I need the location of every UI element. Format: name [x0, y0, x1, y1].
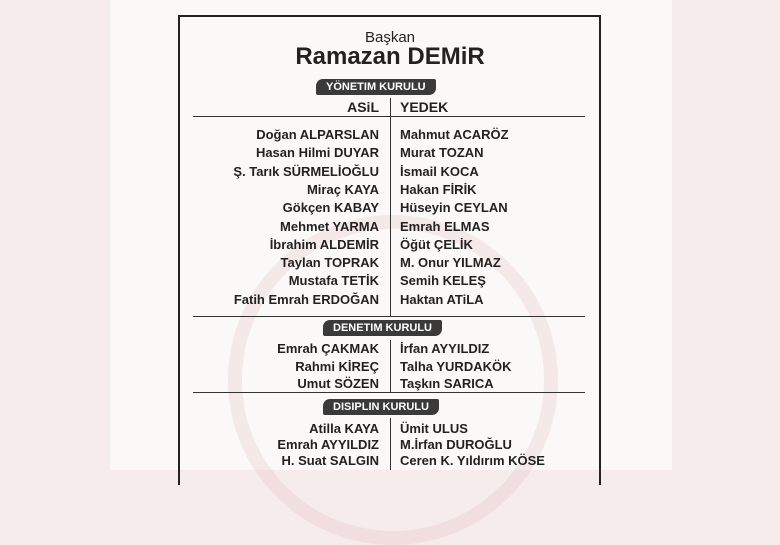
divider [193, 392, 585, 393]
yedek-member-name: M. Onur YILMAZ [400, 255, 501, 271]
asil-member-name: Rahmi KİREÇ [295, 358, 379, 374]
yedek-member-name: Öğüt ÇELİK [400, 236, 473, 252]
yedek-member-name: Murat TOZAN [400, 145, 484, 161]
asil-member-name: Hasan Hilmi DUYAR [255, 145, 379, 161]
column-divider [390, 98, 391, 316]
yedek-member-name: İsmail KOCA [400, 163, 479, 179]
asil-member-name: Ş. Tarık SÜRMELİOĞLU [233, 163, 379, 179]
asil-member-name: Emrah ÇAKMAK [277, 341, 379, 356]
column-divider [390, 418, 391, 470]
asil-member-name: İbrahim ALDEMİR [269, 236, 379, 252]
asil-member-name: Emrah AYYILDIZ [277, 437, 379, 452]
role-label: Başkan [364, 29, 416, 46]
yedek-member-name: M.İrfan DUROĞLU [400, 437, 512, 452]
section-title-yonetim: YÖNETIM KURULU [316, 79, 436, 95]
yedek-member-name: Ceren K. Yıldırım KÖSE [400, 453, 545, 468]
divider [193, 116, 585, 117]
section-title-disiplin: DISIPLIN KURULU [323, 399, 439, 415]
yedek-member-name: Mahmut ACARÖZ [400, 127, 509, 142]
col-yedek: YEDEK [400, 99, 449, 115]
yedek-member-name: Taşkın SARICA [400, 376, 494, 391]
asil-member-name: Mehmet YARMA [280, 218, 379, 234]
asil-member-name: Gökçen KABAY [282, 200, 379, 216]
asil-member-name: Fatih Emrah ERDOĞAN [233, 291, 379, 307]
divider [193, 316, 585, 317]
section-title-denetim: DENETIM KURULU [323, 320, 442, 336]
yedek-member-name: Talha YURDAKÖK [400, 358, 512, 374]
asil-member-name: Doğan ALPARSLAN [256, 127, 379, 142]
asil-member-name: Taylan TOPRAK [280, 255, 379, 271]
asil-member-name: Mustafa TETİK [288, 273, 379, 289]
yedek-member-name: Hakan FİRİK [400, 181, 477, 197]
asil-member-name: Miraç KAYA [306, 181, 379, 197]
president-name: Ramazan DEMiR [295, 43, 485, 70]
yedek-member-name: Haktan ATiLA [400, 291, 484, 307]
yedek-member-name: Hüseyin CEYLAN [400, 200, 508, 216]
asil-member-name: Atilla KAYA [309, 421, 379, 436]
col-asil: ASiL [347, 99, 379, 115]
column-divider [390, 340, 391, 392]
yedek-member-name: Emrah ELMAS [400, 218, 490, 234]
yedek-member-name: Ümit ULUS [400, 421, 468, 436]
asil-member-name: H. Suat SALGIN [281, 453, 379, 468]
yedek-member-name: İrfan AYYILDIZ [400, 341, 490, 356]
asil-member-name: Umut SÖZEN [297, 376, 379, 391]
yedek-member-name: Semih KELEŞ [400, 273, 486, 289]
